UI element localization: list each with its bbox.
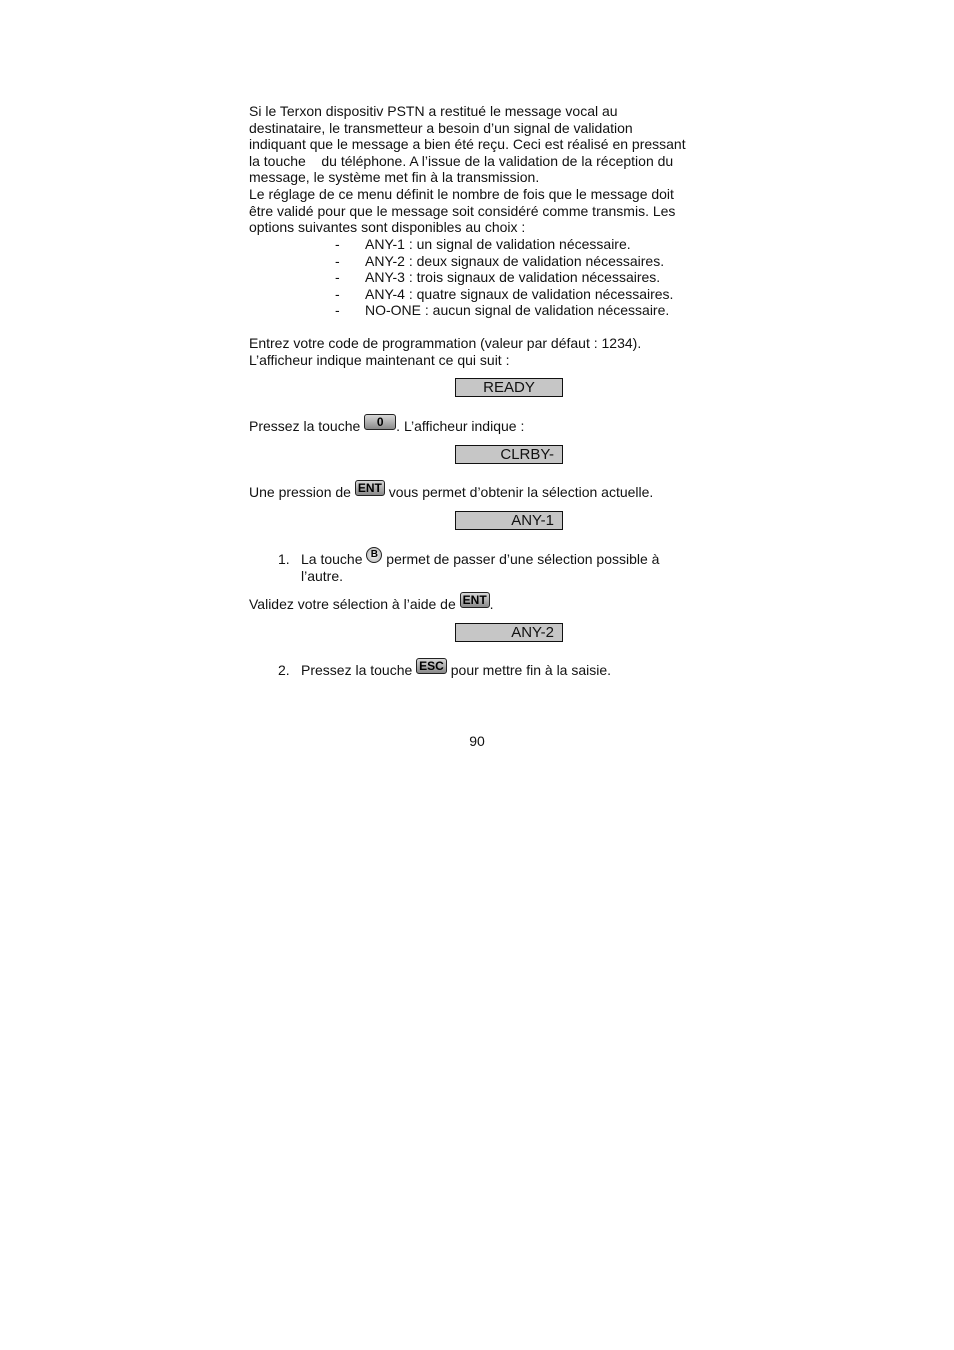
- option-dash: -: [335, 252, 340, 269]
- numbered-item-2: [278, 659, 708, 679]
- display-any1: ANY-1: [455, 511, 563, 530]
- step-text: . L’afficheur indique :: [396, 418, 525, 434]
- step-text: Pressez la touche: [249, 418, 365, 434]
- option-text: ANY-3 : trois signaux de validation nécessaires.: [365, 269, 661, 286]
- option-dash: -: [335, 285, 340, 302]
- intro-line: indiquant que le message a bien été reçu. Ceci est réalisé en pressant: [249, 136, 686, 153]
- item-text: pour mettre fin à la saisie.: [446, 662, 612, 678]
- intro-line: Le réglage de ce menu définit le nombre de fois que le message doit: [249, 185, 674, 202]
- display-any2: ANY-2: [455, 623, 563, 642]
- numbered-item-1: [278, 551, 708, 584]
- item-text-line-2: l’autre.: [301, 567, 344, 584]
- option-dash: -: [335, 236, 340, 252]
- ent-key-icon: ENT: [355, 480, 385, 496]
- step-text: Une pression de: [249, 484, 355, 500]
- display-clrby: CLRBY-: [455, 445, 563, 464]
- step-press-zero: [249, 415, 525, 434]
- intro-paragraph: [249, 103, 719, 236]
- option-item: [335, 302, 735, 319]
- option-text: ANY-1 : un signal de validation nécessaire.: [365, 236, 631, 252]
- intro-line: message, le système met fin à la transmission.: [249, 169, 540, 186]
- item-text: La touche: [301, 551, 367, 567]
- display-ready: READY: [455, 378, 563, 397]
- option-text: NO-ONE : aucun signal de validation nécessaire.: [365, 302, 670, 319]
- option-item: [335, 253, 735, 270]
- intro-line: Si le Terxon dispositiv PSTN a restitué le message vocal au: [249, 103, 618, 119]
- item-text: Pressez la touche: [301, 662, 417, 678]
- intro-line: être validé pour que le message soit considéré comme transmis. Les: [249, 202, 676, 219]
- page-number: 90: [469, 733, 485, 749]
- option-dash: -: [335, 269, 340, 286]
- option-item: [335, 236, 735, 253]
- step-validate: [249, 593, 494, 612]
- intro-line: destinataire, le transmetteur a besoin d’un signal de validation: [249, 119, 633, 136]
- esc-key-icon: ESC: [416, 658, 447, 674]
- code-line-1: Entrez votre code de programmation (valeur par défaut : 1234).: [249, 335, 642, 351]
- item-text: permet de passer d’une sélection possible à: [382, 551, 660, 567]
- zero-key-icon: 0: [364, 414, 396, 430]
- intro-line: options suivantes sont disponibles au choix :: [249, 219, 526, 236]
- step-text: Validez votre sélection à l’aide de: [249, 596, 460, 612]
- step-text: vous permet d’obtenir la sélection actuelle.: [384, 484, 654, 500]
- item-number: 2.: [278, 662, 290, 678]
- option-text: ANY-4 : quatre signaux de validation nécessaires.: [365, 285, 674, 302]
- option-dash: -: [335, 302, 340, 319]
- code-line-2: L’afficheur indique maintenant ce qui suit :: [249, 351, 510, 368]
- intro-line: la touche du téléphone. A l’issue de la validation de la réception du: [249, 152, 674, 169]
- step-press-ent: [249, 481, 654, 500]
- b-key-icon: B: [366, 547, 382, 563]
- options-list: [335, 236, 735, 319]
- ent-key-icon: ENT: [460, 592, 490, 608]
- step-text: .: [489, 596, 494, 612]
- option-text: ANY-2 : deux signaux de validation nécessaires.: [365, 252, 665, 269]
- code-instruction: [249, 335, 719, 368]
- option-item: [335, 286, 735, 303]
- item-number: 1.: [278, 551, 290, 567]
- option-item: [335, 269, 735, 286]
